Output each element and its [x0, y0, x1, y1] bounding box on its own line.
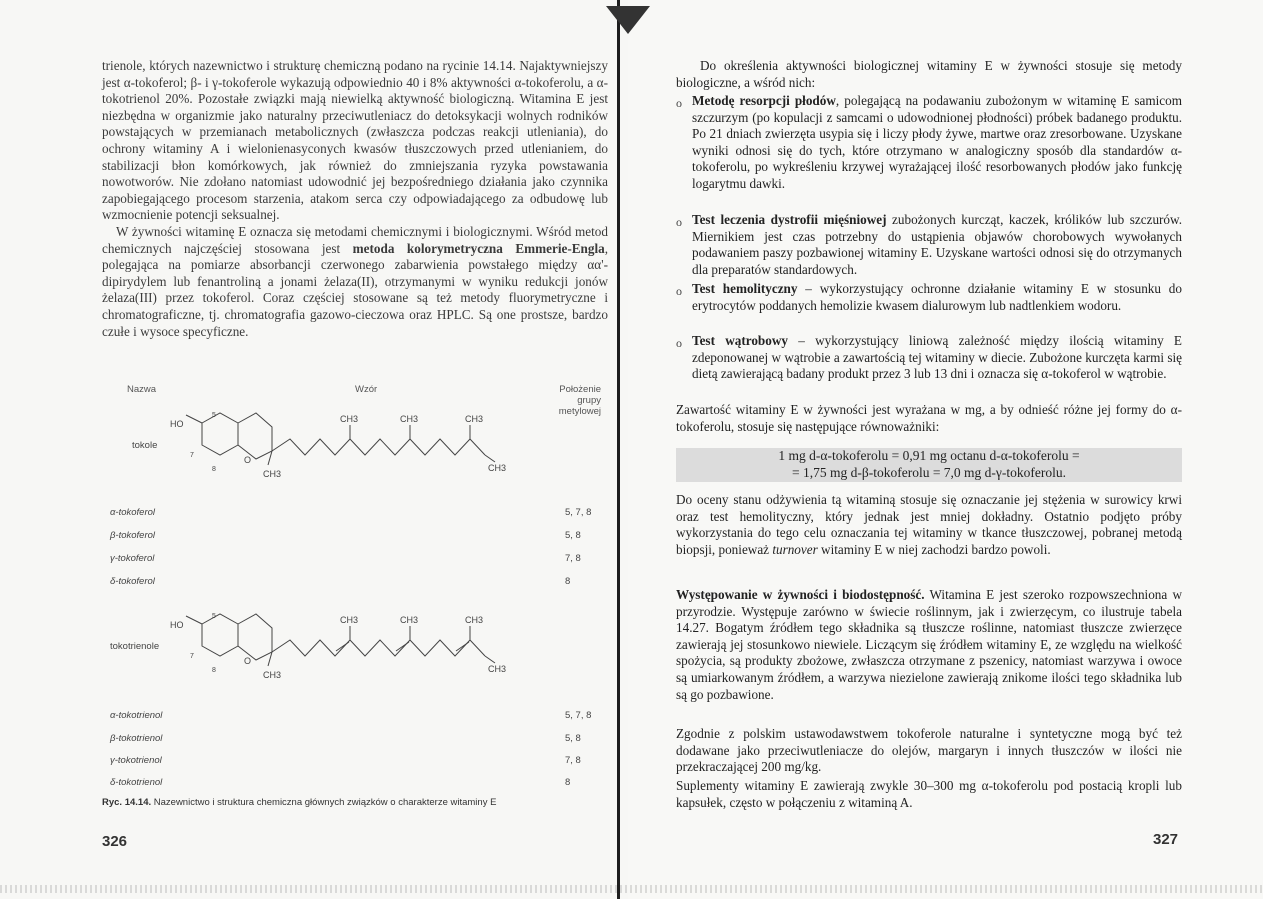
equivalents-box	[676, 448, 1182, 482]
compound-name: γ-tokoferol	[110, 553, 155, 564]
figure-col-formula: Wzór	[355, 384, 378, 395]
bullet-liver-test: Test wątrobowy – wykorzystujący liniową zależność między ilością witaminy E zdeponowanej w wątrobie a zawartością tej witaminy w diecie. Zubożone kurczęta karmi się dietą zawierającą badany produkt przez 3 lub 13 dni i oznacza się α-tokoferol w wątrobie.	[692, 333, 1182, 382]
methyl-position: 8	[565, 777, 571, 788]
tocotrienol-structure	[160, 606, 520, 686]
occurrence-heading: Występowanie w żywności i biodostępność.	[676, 587, 925, 602]
atom-ch3: CH3	[465, 615, 484, 625]
figure-col-position: Położenie grupy metylowej	[558, 384, 601, 417]
atom-ch3: CH3	[263, 469, 282, 479]
left-body-text	[102, 58, 608, 340]
page-number-right: 327	[1153, 831, 1179, 848]
position-8: 8	[212, 667, 216, 674]
equivalent-line-1: 1 mg d-α-tokoferolu = 0,91 mg octanu d-α-tokoferolu =	[778, 448, 1080, 463]
bullet-marker: o	[676, 215, 682, 229]
atom-o: O	[244, 656, 252, 666]
methyl-position: 5, 7, 8	[565, 710, 592, 721]
position-7: 7	[190, 452, 194, 459]
bullet-fetal-resorption: Metodę resorpcji płodów, polegającą na podawaniu zubożonym w witaminę E samicom szczurzym (po kopulacji z samcami o udowodnionej płodności) próbek badanego produktu. Po 21 dniach zwierzęta usypia się i liczy płody żywe, martwe oraz zresorbowane. Uzyskane wyniki odnosi się do tych, które otrzymano w analogiczny sposób dla standardów α-tokoferolu, po wykreśleniu krzywej wyrażającej ilość resorbowanych płodów jako funkcję logarytmu dawki.	[692, 93, 1182, 191]
atom-ch3: CH3	[465, 414, 484, 424]
atom-o: O	[244, 455, 252, 465]
law-paragraph: Zgodnie z polskim ustawodawstwem tokoferole naturalne i syntetyczne mogą być też dodawane jako przeciwutleniacze do olejów, margaryn i innych tłuszczów w ilości nie przekraczającej 200 mg/kg.	[676, 726, 1182, 775]
atom-ch3: CH3	[340, 615, 359, 625]
tocotrienol-label: tokotrienole	[110, 641, 160, 652]
figure-col-name: Nazwa	[127, 384, 157, 395]
paragraph-tocopherols: trienole, których nazewnictwo i strukturę chemiczną podano na rycinie 14.14. Najaktywniejszy jest α-tokoferol; β- i γ-tokoferole wykazują odpowiednio 40 i 8% aktywności α-tokoferolu, a α-tokotrienol 20%. Pozostałe związki mają niewielką aktywność biologiczną. Witamina E jest niezbędna w organizmie jako naturalny przeciwutleniacz do detoksykacji wolnych rodników powstających w przemianach metabolicznych (zwłaszcza podczas reakcji utleniania), do ochrony witaminy A i wielonienasyconych kwasów tłuszczowych przed utlenianiem, do stabilizacji błon komórkowych, jak również do zmniejszania ryzyka powstawania nowotworów. Nie zdołano natomiast udowodnić jej bezpośredniego działania jako czynnika zapobiegającego procesom starzenia, atakom serca czy odpowiadającego za odbudowę lub wzmocnienie potencji seksualnej.	[102, 58, 608, 223]
bullet-muscular-dystrophy: Test leczenia dystrofii mięśniowej zubożonych kurcząt, kaczek, królików lub szczurów. Miernikiem jest czas potrzebny do ustąpienia objawów chorobowych wywołanych podawaniem paszy pozbawionej witaminy E. Uzyskane wartości odnosi się do otrzymanych dla preparatów standardowych.	[692, 212, 1182, 277]
atom-ho: HO	[170, 419, 184, 429]
position-5: 5	[212, 613, 216, 620]
occurrence-paragraph: Występowanie w żywności i biodostępność. Witamina E jest szeroko rozpowszechniona w przyrodzie. Występuje zarówno w świecie roślinnym, jak i zwierzęcym, co ilustruje tabela 14.27. Bogatym źródłem tego składnika są tłuszcze roślinne, natomiast tłuszcze zwierzęce zawierają jej stosunkowo niewiele. Liczącym się źródłem witaminy E, ze względu na wielkość spożycia, są produkty zbożowe, zwłaszcza otrzymane z pszenicy, natomiast warzywa i owoce są umiarkowanym źródłem, a warzywa niezielone zawierają znikome ilości tego składnika lub są go pozbawione.	[676, 587, 1182, 702]
atom-ch3: CH3	[400, 615, 419, 625]
compound-name: α-tokotrienol	[110, 710, 163, 721]
compound-name: δ-tokotrienol	[110, 777, 163, 788]
scan-edge	[0, 885, 1263, 893]
gutter-shadow	[606, 6, 650, 34]
compound-name: β-tokotrienol	[110, 733, 163, 744]
compound-name: α-tokoferol	[110, 507, 156, 518]
atom-ch3: CH3	[400, 414, 419, 424]
bullet-marker: o	[676, 284, 682, 298]
caption-text: Nazewnictwo i struktura chemiczna głównych związków o charakterze witaminy E	[153, 797, 497, 808]
atom-ch3: CH3	[488, 463, 507, 473]
tocol-structure	[160, 405, 520, 485]
atom-ho: HO	[170, 620, 184, 630]
methyl-position: 5, 8	[565, 530, 581, 541]
book-gutter	[617, 0, 620, 899]
assessment-paragraph: Do oceny stanu odżywienia tą witaminą stosuje się oznaczanie jej stężenia w surowicy krwi oraz test hemolityczny, który jednak jest mniej dokładny. Ostatnio podjęto próby wykorzystania do tego celu oznaczania tej witaminy w tkance tłuszczowej, pobranej metodą biopsji, ponieważ turnover witaminy E w niej zachodzi bardzo powoli.	[676, 492, 1182, 557]
atom-ch3: CH3	[488, 664, 507, 674]
compound-name: γ-tokotrienol	[110, 755, 162, 766]
compound-name: δ-tokoferol	[110, 576, 155, 587]
methyl-position: 7, 8	[565, 755, 581, 766]
equivalent-line-2: = 1,75 mg d-β-tokoferolu = 7,0 mg d-γ-tokoferolu.	[791, 464, 1066, 480]
atom-ch3: CH3	[340, 414, 359, 424]
bullet-marker: o	[676, 336, 682, 350]
methyl-position: 7, 8	[565, 553, 581, 564]
atom-ch3: CH3	[263, 670, 282, 680]
paragraph-methods: W żywności witaminę E oznacza się metodami chemicznymi i biologicznymi. Wśród metod chemicznych najczęściej stosowana jest metoda kolorymetryczna Emmerie-Engla, polegająca na pomiarze absorbancji czerwonego zabarwienia powstałego między αα'-dipirydylem lub fenantroliną a jonami żelaza(II), otrzymanymi w wyniku redukcji jonów żelaza(III) przez tokoferol. Coraz częściej stosowane są też metody fluorymetryczne i chromatograficzne, tj. chromatografia gazowo-cieczowa oraz HPLC. Są one prostsze, bardzo czułe i wysoce specyficzne.	[102, 223, 609, 339]
figure-caption	[102, 797, 622, 808]
methods-intro: Do określenia aktywności biologicznej witaminy E w żywności stosuje się metody biologiczne, a wśród nich:	[676, 58, 1182, 90]
bullet-marker: o	[676, 96, 682, 110]
position-7: 7	[190, 653, 194, 660]
page-number-left: 326	[102, 833, 128, 850]
position-8: 8	[212, 466, 216, 473]
supplements-paragraph: Suplementy witaminy E zawierają zwykle 30–300 mg α-tokoferolu pod postacią kropli lub kapsułek, często w połączeniu z witaminą A.	[676, 778, 1182, 810]
compound-name: β-tokoferol	[110, 530, 156, 541]
methyl-position: 8	[565, 576, 571, 587]
position-5: 5	[212, 412, 216, 419]
methyl-position: 5, 7, 8	[565, 507, 592, 518]
tocol-label: tokole	[132, 440, 158, 451]
method-name: metoda kolorymetryczna Emmerie-Engla	[352, 240, 605, 256]
caption-label: Ryc. 14.14.	[102, 797, 152, 808]
methyl-position: 5, 8	[565, 733, 581, 744]
bullet-hemolytic-test: Test hemolityczny – wykorzystujący ochronne działanie witaminy E w stosunku do erytrocytów poddanych hemolizie kwasem dialurowym lub nadtlenkiem wodoru.	[692, 281, 1182, 313]
equivalents-intro: Zawartość witaminy E w żywności jest wyrażana w mg, a by odnieść różne jej formy do α-tokoferolu, stosuje się następujące równoważniki:	[676, 402, 1182, 434]
